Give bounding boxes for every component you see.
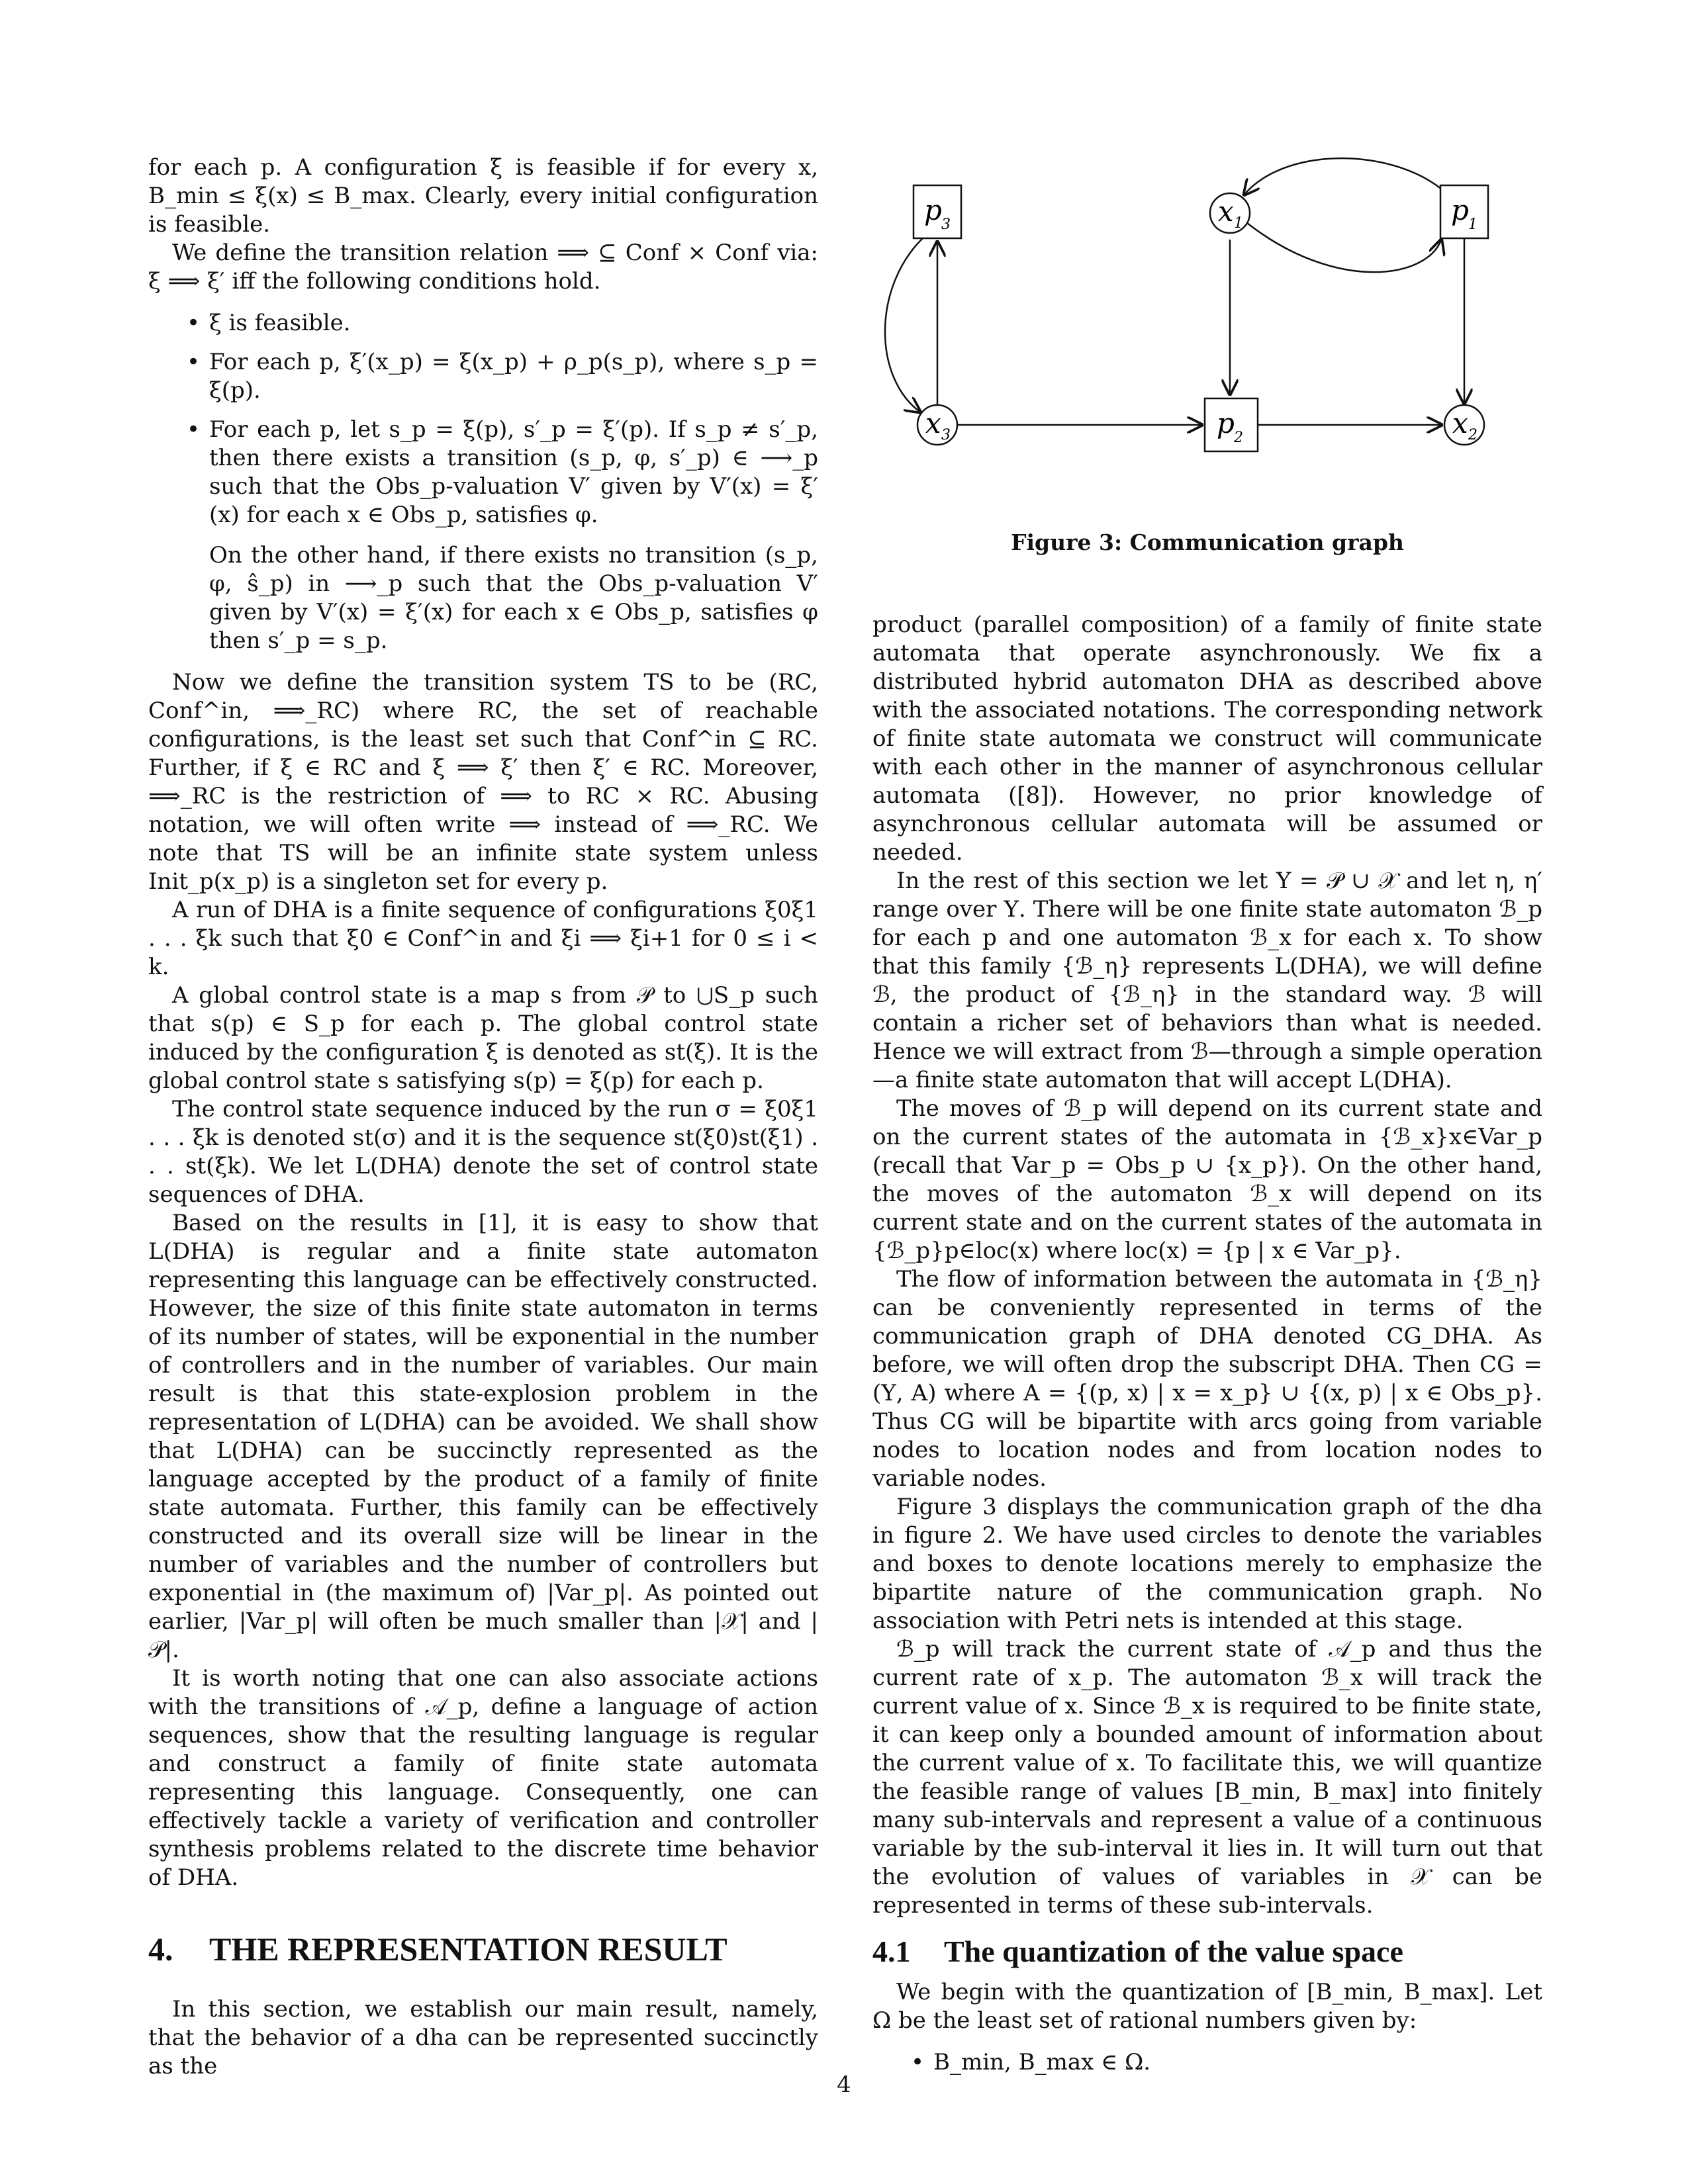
section-heading: [148, 1929, 818, 1969]
paragraph: Figure 3 displays the communication graph of the dha in figure 2. We have used circles to denote the variables and boxes to denote locations merely to emphasize the bipartite nature of the communication graph. No association with Petri nets is intended at this stage.: [872, 1494, 1542, 1634]
paragraph: It is worth noting that one can also associate actions with the transitions of 𝒜_p, define a language of action sequences, show that the resulting language is regular and construct a family of finite state automata representing this language. Consequently, one can effectively tackle a variety of verification and controller synthesis problems related to the discrete time behavior of DHA.: [148, 1665, 818, 1891]
paragraph: A run of DHA is a finite sequence of configurations ξ0ξ1 . . . ξk such that ξ0 ∈ Conf^in and ξi ⟹ ξi+1 for 0 ≤ i < k.: [148, 897, 818, 980]
list-item-subparagraph: On the other hand, if there exists no transition (s_p, φ, ŝ_p) in ⟶_p such that the Obs_p-valuation V′ given by V′(x) = ξ′(x) for each x ∈ Obs_p, satisfies φ then s′_p = s_p.: [209, 542, 818, 654]
paragraph: Based on the results in [1], it is easy to show that L(DHA) is regular and a finite state automaton representing this language can be effectively constructed. However, the size of this finite state automaton in terms of its number of states, will be exponential in the number of controllers and in the number of variables. Our main result is that this state-explosion problem in the representation of L(DHA) can be avoided. We shall show that L(DHA) can be succinctly represented as the language accepted by the product of a family of finite state automata. Further, this family can be effectively constructed and its overall size will be linear in the number of variables and the number of controllers but exponential in (the maximum of) |Var_p|. As pointed out earlier, |Var_p| will often be much smaller than |𝒳| and |𝒫|.: [148, 1210, 818, 1663]
edge-x1-p1: [1247, 223, 1442, 272]
svg-text:x: x: [925, 407, 941, 439]
paragraph: We begin with the quantization of [B_min, B_max]. Let Ω be the least set of rational numbers given by:: [872, 1979, 1542, 2034]
list-item: • B_min, B_max ∈ Ω.: [872, 2048, 1542, 2077]
list-item: • ξ is feasible.: [148, 309, 818, 338]
svg-text:x: x: [1452, 407, 1468, 439]
svg-text:p: p: [924, 194, 942, 226]
figure-caption: Figure 3: Communication graph: [1011, 529, 1404, 555]
paragraph: product (parallel composition) of a family of finite state automata that operate asynchronously. We fix a distributed hybrid automaton DHA as described above with the associated notations. The corresponding network of finite state automata we construct will communicate with each other in the manner of asynchronous cellular automata ([8]). However, no prior knowledge of asynchronous cellular automata will be assumed or needed.: [872, 612, 1542, 866]
paragraph: A global control state is a map s from 𝒫 to ⋃S_p such that s(p) ∈ S_p for each p. The global control state induced by the configuration ξ is denoted as st(ξ). It is the global control state s satisfying s(p) = ξ(p) for each p.: [148, 982, 818, 1094]
left-column: [148, 154, 818, 2081]
subsection-number: 4.1: [872, 1934, 911, 1968]
page-number: 4: [837, 2071, 851, 2098]
paragraph: Now we define the transition system TS to be (RC, Conf^in, ⟹_RC) where RC, the set of reachable configurations, is the least set such that Conf^in ⊆ RC. Further, if ξ ∈ RC and ξ ⟹ ξ′ then ξ′ ∈ RC. Moreover, ⟹_RC is the restriction of ⟹ to RC × RC. Abusing notation, we will often write ⟹ instead of ⟹_RC. We note that TS will be an infinite state system unless Init_p(x_p) is a singleton set for every p.: [148, 669, 818, 895]
svg-text:2: 2: [1234, 430, 1243, 446]
node-x2: [1444, 405, 1484, 445]
section-title: THE REPRESENTATION RESULT: [209, 1931, 727, 1968]
svg-text:2: 2: [1468, 427, 1477, 443]
svg-text:1: 1: [1468, 216, 1477, 233]
node-p1: [1440, 185, 1488, 238]
paragraph: The flow of information between the automata in {ℬ_η} can be conveniently represented in terms of the communication graph of DHA denoted CG_DHA. As before, we will often drop the subscript DHA. Then CG = (Υ, A) where A = {(p, x) | x = x_p} ∪ {(x, p) | x ∈ Obs_p}. Thus CG will be bipartite with arcs going from variable nodes to location nodes and from location nodes to variable nodes.: [872, 1266, 1542, 1492]
svg-text:p: p: [1451, 194, 1469, 226]
list-item: [148, 416, 818, 655]
svg-text:1: 1: [1234, 215, 1243, 232]
svg-text:3: 3: [941, 216, 951, 233]
paragraph: for each p. A configuration ξ is feasible if for every x, B_min ≤ ξ(x) ≤ B_max. Clearly, every initial configuration is feasible.: [148, 154, 818, 238]
right-column: [872, 154, 1542, 2090]
svg-text:3: 3: [941, 427, 951, 443]
conditions-list: [148, 309, 818, 655]
paragraph: In the rest of this section we let Υ = 𝒫 ∪ 𝒳 and let η, η′ range over Υ. There will be one finite state automaton ℬ_p for each p and one automaton ℬ_x for each x. To show that this family {ℬ_η} represents L(DHA), we will define ℬ, the product of {ℬ_η} in the standard way. ℬ will contain a richer set of behaviors than what is needed. Hence we will extract from ℬ—through a simple operation—a finite state automaton that will accept L(DHA).: [872, 868, 1542, 1093]
svg-text:x: x: [1218, 195, 1234, 228]
paragraph: We define the transition relation ⟹ ⊆ Conf × Conf via: ξ ⟹ ξ′ iff the following conditions hold.: [148, 240, 818, 295]
paragraph: In this section, we establish our main result, namely, that the behavior of a dha can be represented succinctly as the: [148, 1996, 818, 2079]
paragraph: The control state sequence induced by the run σ = ξ0ξ1 . . . ξk is denoted st(σ) and it is the sequence st(ξ0)st(ξ1) . . . st(ξk). We let L(DHA) denote the set of control state sequences of DHA.: [148, 1096, 818, 1208]
list-item-text: • For each p, let s_p = ξ(p), s′_p = ξ′(p). If s_p ≠ s′_p, then there exists a transition (s_p, φ, s′_p) ∈ ⟶_p such that the Obs_p-valuation V′ given by V′(x) = ξ′(x) for each x ∈ Obs_p, satisfies φ.: [209, 416, 818, 528]
subsection-title: The quantization of the value space: [944, 1934, 1403, 1968]
svg-text:p: p: [1217, 407, 1235, 439]
node-p2: [1205, 398, 1258, 451]
node-p3: [914, 185, 961, 238]
node-x1: [1210, 193, 1250, 233]
communication-graph: [872, 154, 1542, 524]
subsection-heading: [872, 1933, 1542, 1970]
communication-graph-figure: [872, 154, 1542, 524]
edge-p1-x1: [1243, 158, 1442, 196]
paragraph: The moves of ℬ_p will depend on its current state and on the current states of the automata in {ℬ_x}x∈Var_p (recall that Var_p = Obs_p ∪ {x_p}). On the other hand, the moves of the automaton ℬ_x will depend on its current state and on the current states of the automata in {ℬ_p}p∈loc(x) where loc(x) = {p | x ∈ Var_p}.: [872, 1095, 1542, 1264]
section-number: 4.: [148, 1931, 173, 1968]
paragraph: ℬ_p will track the current state of 𝒜_p and thus the current rate of x_p. The automaton ℬ_x will track the current value of x. Since ℬ_x is required to be finite state, it can keep only a bounded amount of information about the current value of x. To facilitate this, we will quantize the feasible range of values [B_min, B_max] into finitely many sub-intervals and represent a value of a continuous variable by the sub-interval it lies in. It will turn out that the evolution of values of variables in 𝒳 can be represented in terms of these sub-intervals.: [872, 1636, 1542, 1919]
list-item: • For each p, ξ′(x_p) = ξ(x_p) + ρ_p(s_p), where s_p = ξ(p).: [148, 348, 818, 405]
edge-p3-x3: [885, 237, 924, 413]
node-x3: [917, 405, 957, 445]
